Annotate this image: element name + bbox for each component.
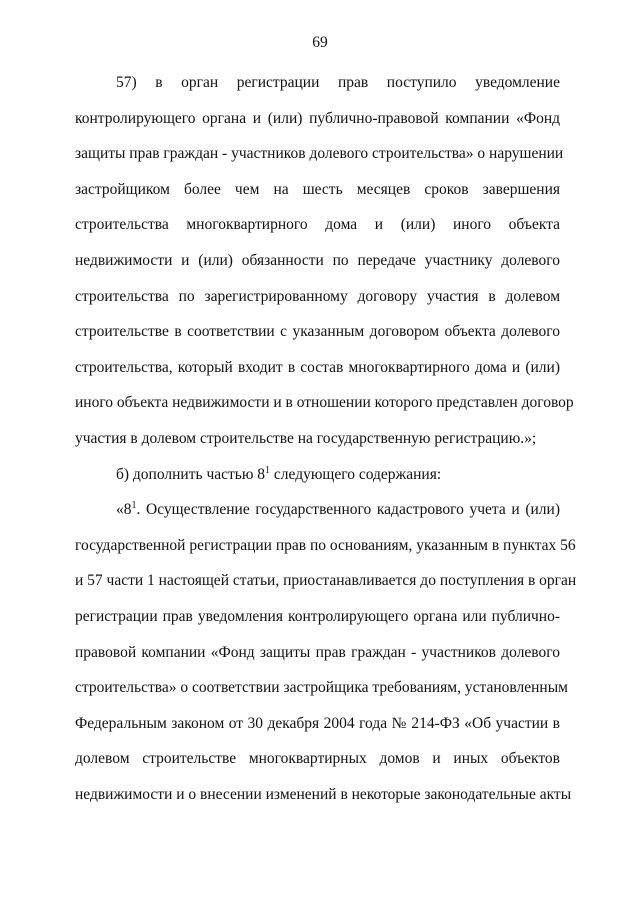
text-line: недвижимости и о внесении изменений в некоторые законодательные акты <box>75 785 572 803</box>
page-number: 69 <box>312 34 328 51</box>
superscript: 1 <box>131 500 137 512</box>
text-line: Федеральным законом от 30 декабря 2004 года № 214-ФЗ «Об участии в <box>75 714 560 732</box>
paragraph-amendment-b <box>75 457 560 493</box>
text-line: государственной регистрации прав по основаниям, указанным в пунктах 56 <box>75 536 576 554</box>
text-line: и 57 части 1 настоящей статьи, приостанавливается до поступления в орган <box>75 572 577 590</box>
text-line: строительства многоквартирного дома и (или) иного объекта <box>75 216 560 234</box>
text-line: регистрации прав уведомления контролирующего органа или публично- <box>75 607 560 625</box>
text-line: долевом строительстве многоквартирных домов и иных объектов <box>75 750 560 768</box>
text-line: 57) в орган регистрации прав поступило уведомление <box>116 74 560 91</box>
part-text: . Осуществление государственного кадастрового учета и (или) <box>136 501 560 519</box>
text-line: участия в долевом строительстве на государственную регистрацию.»; <box>75 429 537 447</box>
text-line: иного объекта недвижимости и в отношении которого представлен договор <box>75 394 574 412</box>
superscript: 1 <box>265 464 271 476</box>
text-line: строительстве в соответствии с указанным договором объекта долевого <box>75 323 560 341</box>
paragraph-part-8-1 <box>75 492 577 812</box>
amendment-text: б) дополнить частью 8 <box>116 465 266 483</box>
document-body <box>75 65 577 812</box>
text-line: контролирующего органа и (или) публично-правовой компании «Фонд <box>75 109 560 127</box>
text-line: строительства по зарегистрированному договору участия в долевом <box>75 287 560 305</box>
paragraph-item-57 <box>75 65 574 457</box>
part-number: «8 <box>116 501 132 519</box>
text-line <box>75 492 560 528</box>
amendment-text: следующего содержания: <box>270 465 442 483</box>
text-line: правовой компании «Фонд защиты прав граждан - участников долевого <box>75 643 560 661</box>
text-line: недвижимости и (или) обязанности по передаче участнику долевого <box>75 251 560 269</box>
text-line: строительства» о соответствии застройщика требованиям, установленным <box>75 679 568 697</box>
text-line <box>75 457 560 493</box>
text-line: застройщиком более чем на шесть месяцев сроков завершения <box>75 180 560 198</box>
text-line: защиты прав граждан - участников долевого строительства» о нарушении <box>75 145 564 163</box>
text-line: строительства, который входит в состав многоквартирного дома и (или) <box>75 358 560 376</box>
